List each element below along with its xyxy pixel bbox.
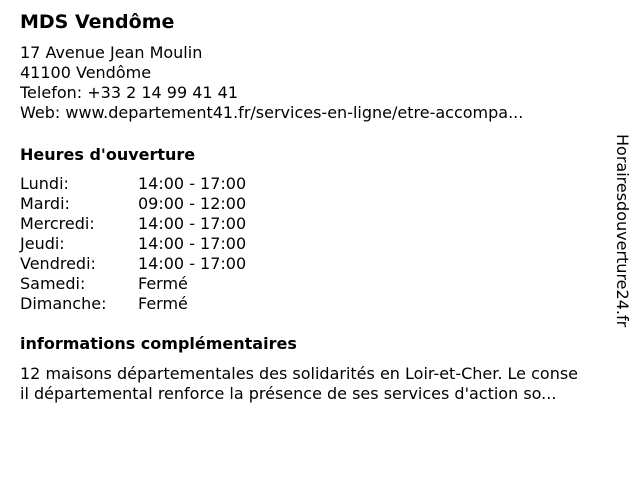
street-address: 17 Avenue Jean Moulin [20, 43, 203, 62]
hours-time-value: 09:00 - 12:00 [138, 194, 247, 213]
hours-day-label: Mercredi: [20, 214, 95, 233]
hours-row-mercredi [20, 214, 320, 234]
opening-hours-heading: Heures d'ouverture [20, 145, 196, 164]
hours-day-label: Mardi: [20, 194, 70, 213]
additional-info-text [20, 364, 630, 404]
hours-time-value: Fermé [138, 294, 188, 313]
address-block [20, 43, 523, 123]
hours-day-label: Lundi: [20, 174, 69, 193]
hours-row-lundi [20, 174, 320, 194]
website-link[interactable]: Web: www.departement41.fr/services-en-ligne/etre-accompa... [20, 103, 524, 122]
hours-time-value: Fermé [138, 274, 188, 293]
hours-time-value: 14:00 - 17:00 [138, 234, 247, 253]
watermark-text: Horairesdouverture24.fr [613, 134, 632, 328]
site-watermark [612, 134, 632, 344]
hours-row-mardi [20, 194, 320, 214]
hours-row-samedi [20, 274, 320, 294]
opening-hours-table [20, 174, 320, 314]
additional-info-line: il départemental renforce la présence de ses services d'action so... [20, 384, 557, 403]
hours-time-value: 14:00 - 17:00 [138, 174, 247, 193]
phone-number: Telefon: +33 2 14 99 41 41 [20, 83, 239, 102]
hours-day-label: Jeudi: [20, 234, 65, 253]
page-title: MDS Vendôme [20, 11, 175, 33]
additional-info-line: 12 maisons départementales des solidarités en Loir-et-Cher. Le conse [20, 364, 579, 383]
hours-day-label: Samedi: [20, 274, 86, 293]
hours-row-vendredi [20, 254, 320, 274]
hours-day-label: Dimanche: [20, 294, 107, 313]
city-address: 41100 Vendôme [20, 63, 152, 82]
hours-row-jeudi [20, 234, 320, 254]
hours-time-value: 14:00 - 17:00 [138, 214, 247, 233]
hours-day-label: Vendredi: [20, 254, 96, 273]
hours-time-value: 14:00 - 17:00 [138, 254, 247, 273]
hours-row-dimanche [20, 294, 320, 314]
additional-info-heading: informations complémentaires [20, 334, 297, 353]
